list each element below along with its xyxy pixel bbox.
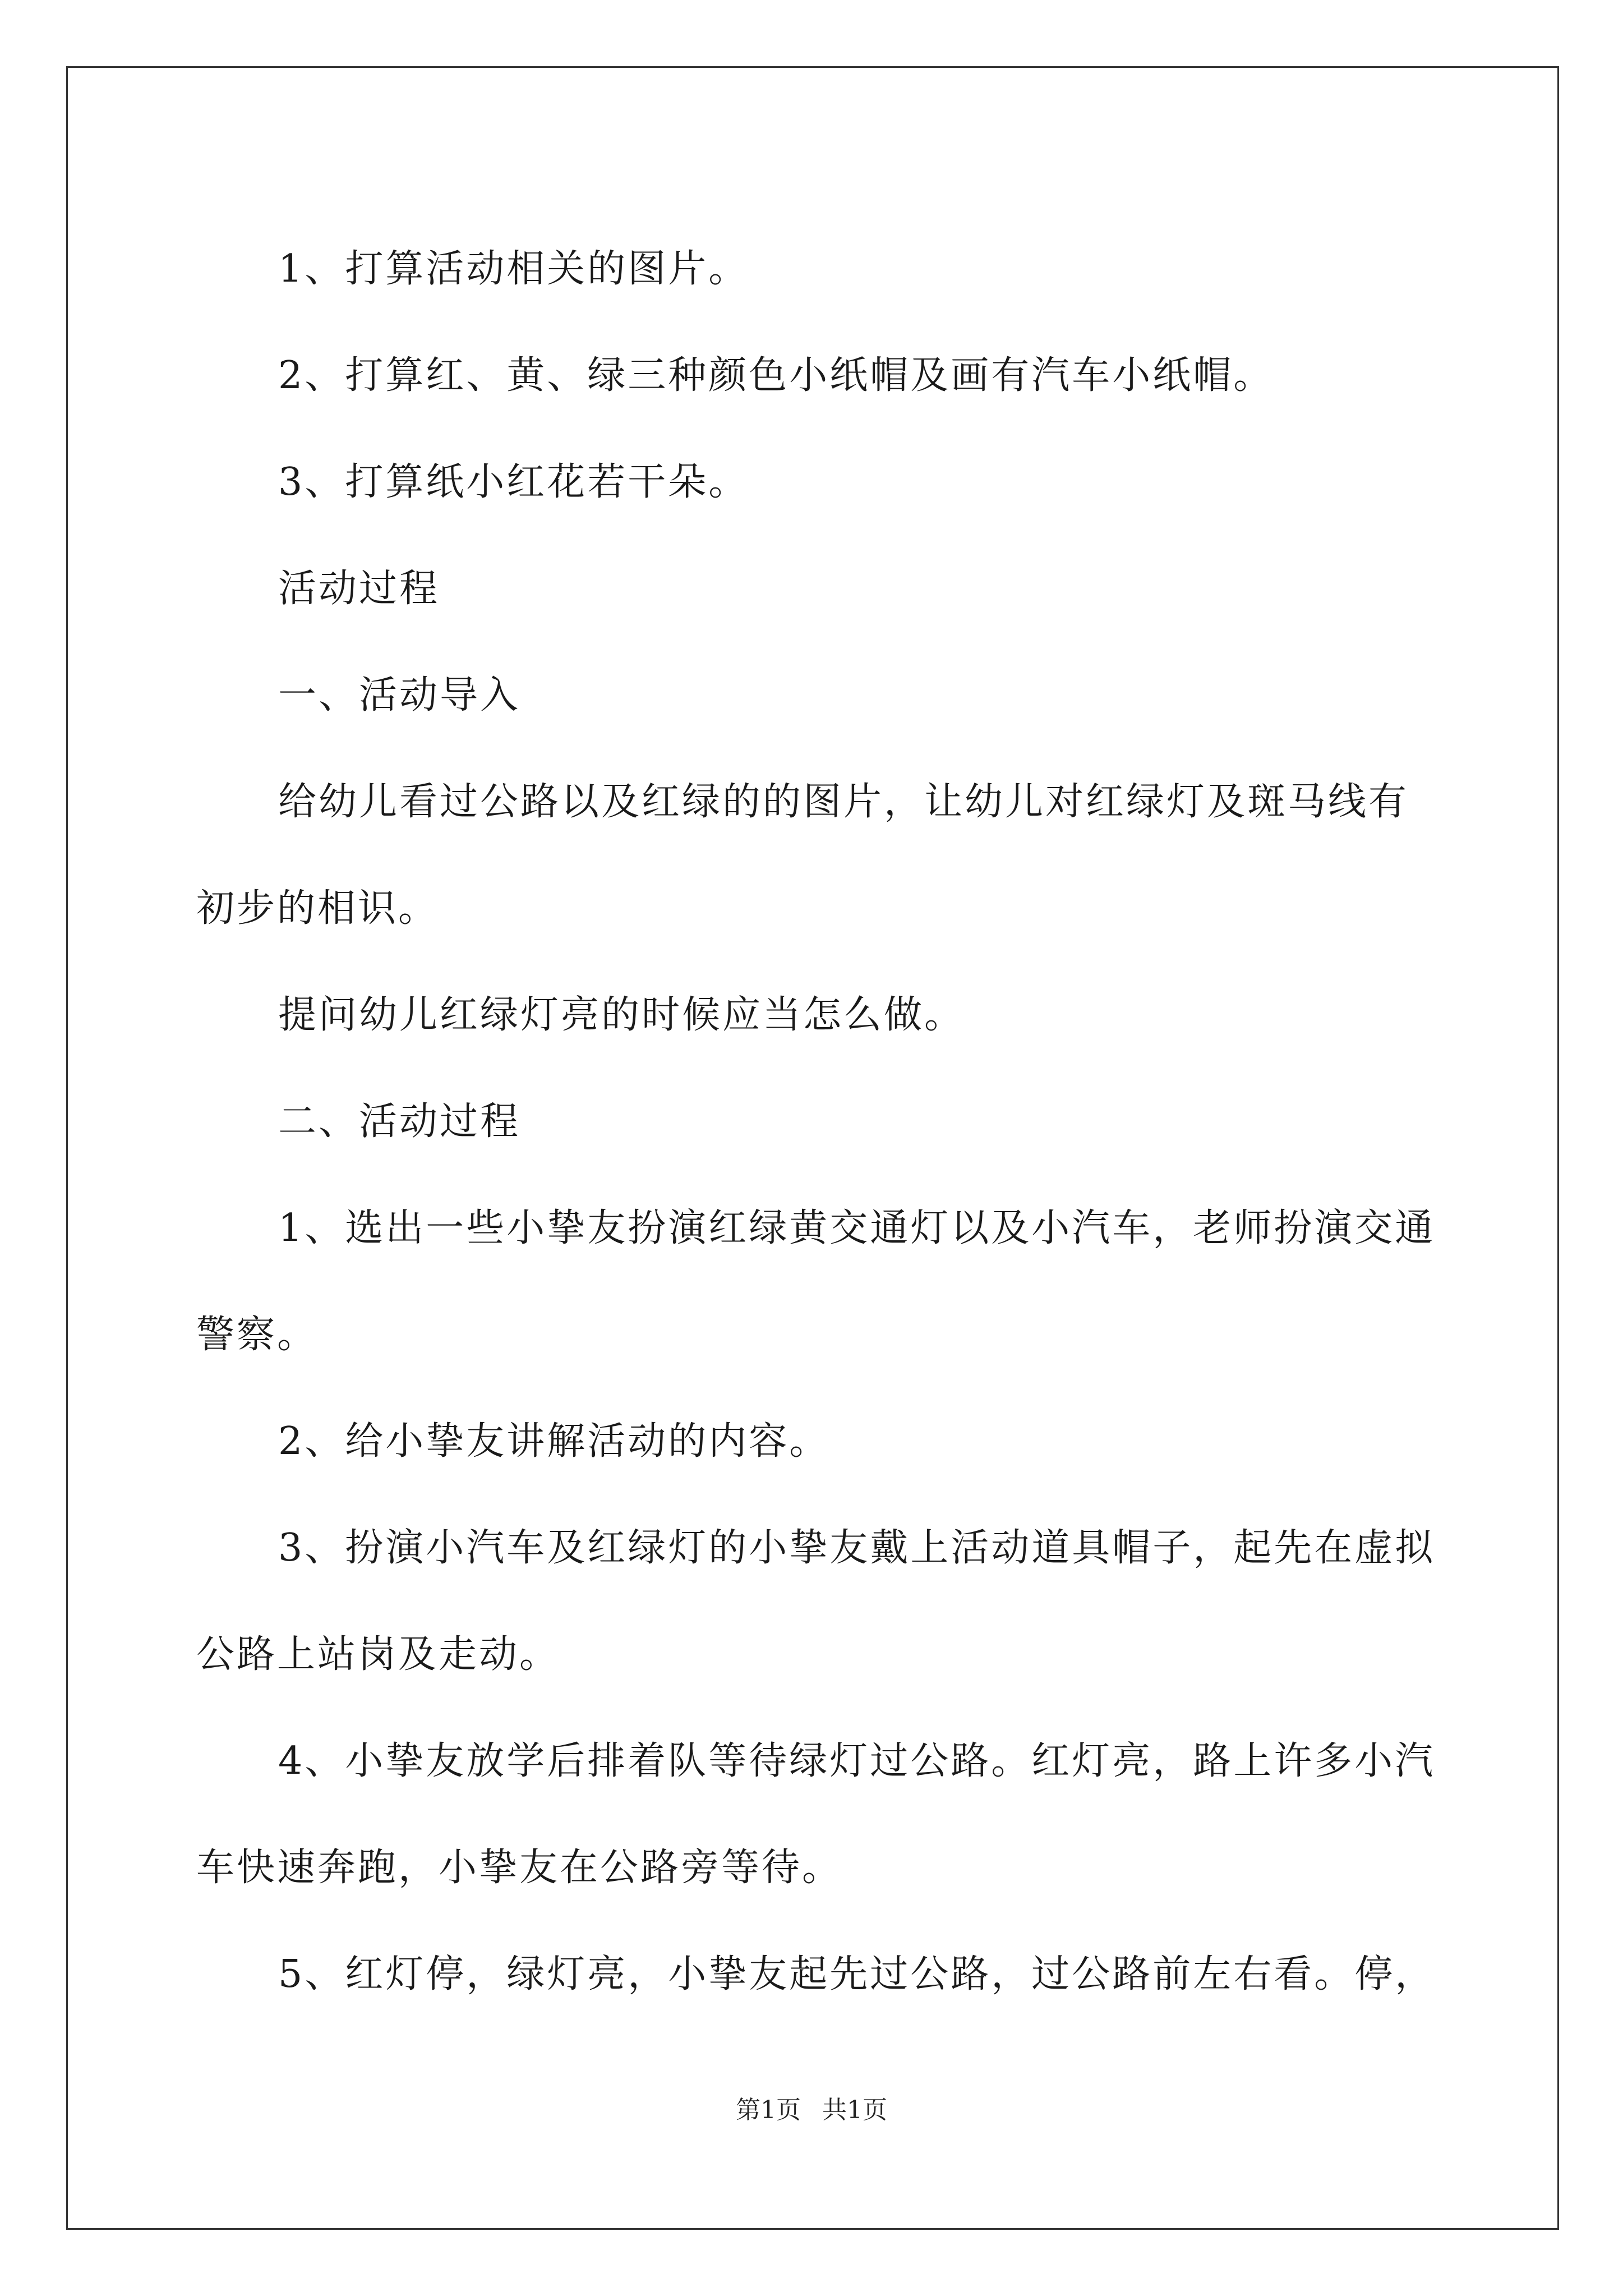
paragraph-2: 2、打算红、黄、绿三种颜色小纸帽及画有汽车小纸帽。 [278,353,1274,398]
paragraph-1: 1、打算活动相关的图片。 [278,247,749,291]
paragraph-11: 3、扮演小汽车及红绿灯的小挚友戴上活动道具帽子，起先在虚拟公路上站岗及走动。 [196,1526,1436,1677]
paragraph-12: 4、小挚友放学后排着队等待绿灯过公路。红灯亮，路上许多小汽车快速奔跑，小挚友在公路旁等待。 [196,1739,1436,1890]
paragraph-7: 提问幼儿红绿灯亮的时候应当怎么做。 [278,993,965,1037]
section-heading-activity-process: 活动过程 [278,567,440,611]
page-number-total: 共1页 [822,2096,887,2124]
paragraph-3: 3、打算纸小红花若干朵。 [278,460,749,504]
paragraph-13: 5、红灯停，绿灯亮，小挚友起先过公路，过公路前左右看。停， [278,1952,1436,1996]
page-footer [0,2090,1623,2125]
page-number-current: 第1页 [736,2096,801,2124]
section-heading-intro: 一、活动导入 [278,673,521,717]
section-heading-process: 二、活动过程 [278,1099,521,1144]
paragraph-6: 给幼儿看过公路以及红绿的的图片，让幼儿对红绿灯及斑马线有初步的相识。 [196,780,1409,931]
paragraph-10: 2、给小挚友讲解活动的内容。 [278,1419,830,1464]
paragraph-9: 1、选出一些小挚友扮演红绿黄交通灯以及小汽车，老师扮演交通警察。 [196,1206,1436,1357]
document-body [196,216,1441,2028]
